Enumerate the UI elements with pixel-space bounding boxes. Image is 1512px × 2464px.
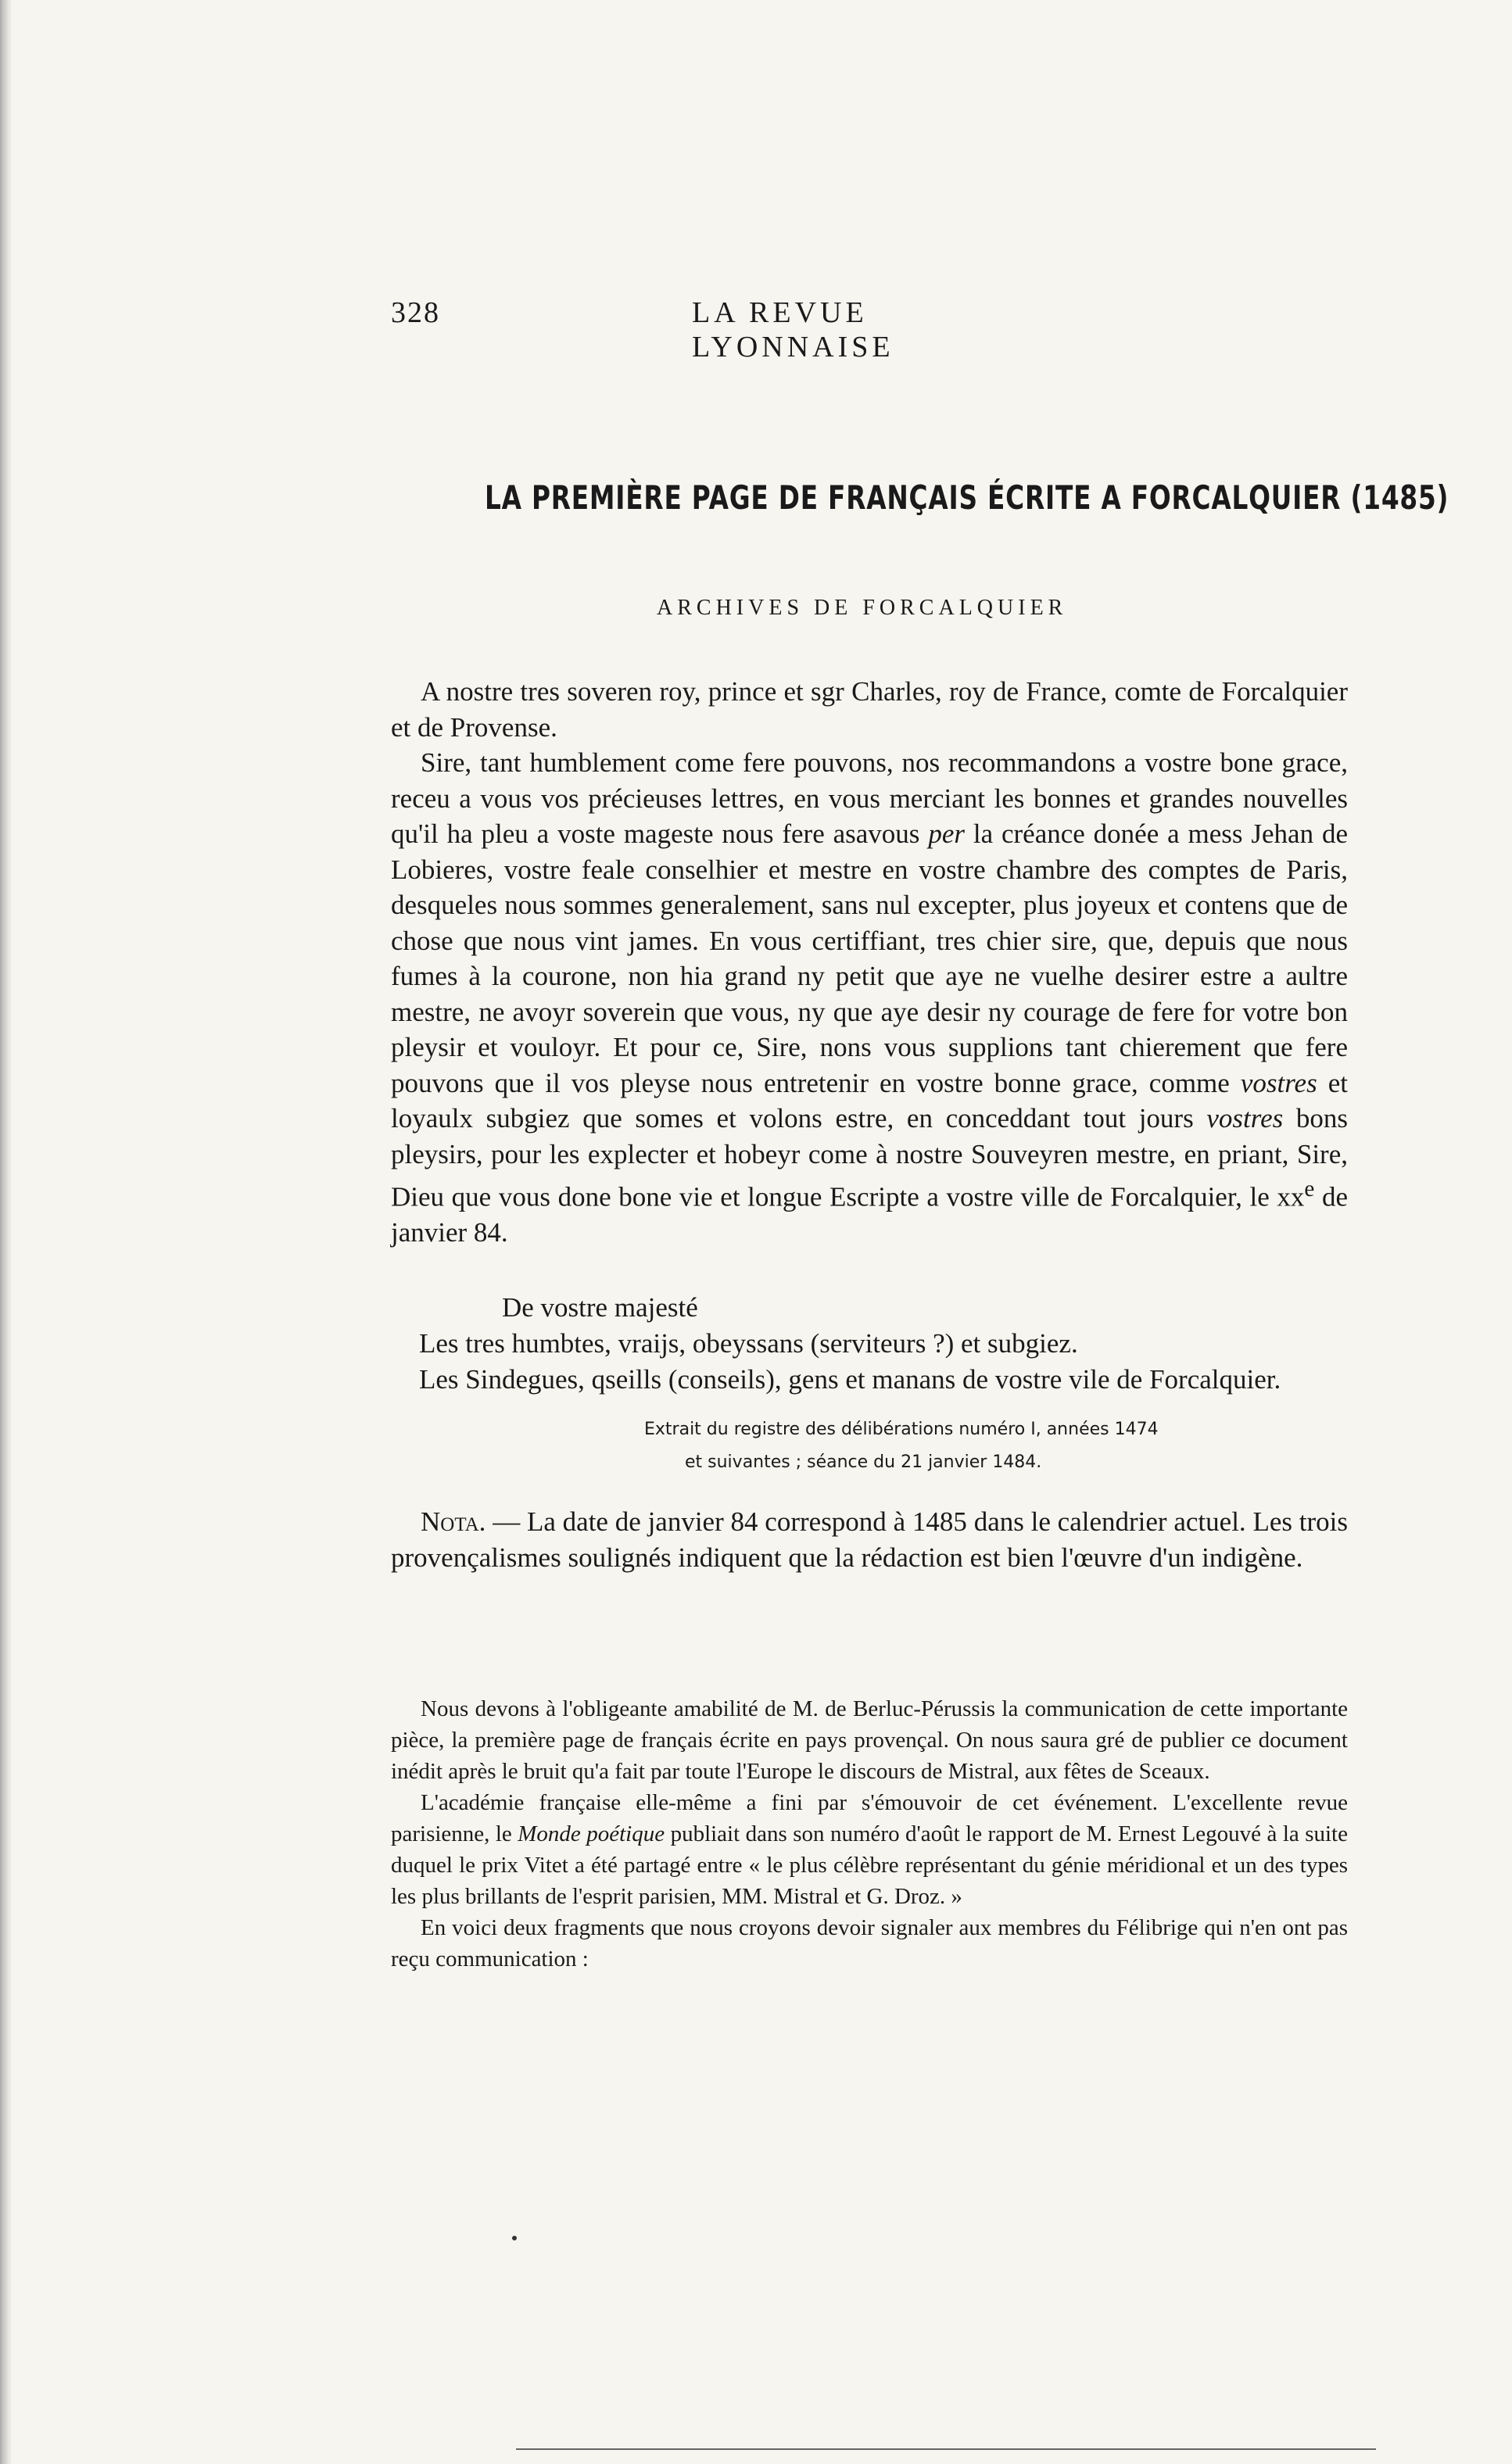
signature-line: Les tres humbtes, vraijs, obeyssans (serviteurs ?) et subgiez. [419,1328,1078,1359]
source-note [644,1413,1348,1479]
foreword-paragraph: En voici deux fragments que nous croyons devoir signaler aux membres du Félibrige qui n'en ont pas reçu communication : [391,1915,1348,1972]
letter-signature [419,1290,1357,1398]
signature-line: Les Sindegues, qseills (conseils), gens et manans de vostre vile de Forcalquier. [419,1364,1281,1395]
nota-note [391,1504,1348,1576]
page-number: 328 [391,296,440,329]
source-note-line: Extrait du registre des délibérations numéro I, années 1474 [644,1420,1159,1439]
emphasis-vostres-2: vostres [1206,1103,1284,1134]
bottom-rule [516,2448,1376,2450]
foreword [391,1693,1348,1975]
emphasis-monde-poetique: Monde poétique [518,1821,665,1846]
letter-paragraph: Sire, tant humblement come fere pouvons, nos recommandons a vostre bone grace, receu a vous vos précieuses lettres, en vous merciant les bonnes et grandes nouvelles qu'il ha pleu a voste mageste nous fere asavous per la créance donée a mess Jehan de Lobieres, vostre feale conselhier et mestre en vostre chambre des comptes de Paris, desqueles nous sommes generalement, sans nul excepter, plus joyeux et contens que de chose que nous vint james. En vous certiffiant, tres chier sire, que, depuis que nous fumes à la courone, non hia grand ny petit que aye ne vuelhe desirer estre a aultre mestre, ne avoyr soverein que vous, ny que aye desir ny courage de fere for votre bon pleysir et vouloyr. Et pour ce, Sire, nons vous supplions tant chierement que fere pouvons que il vos pleyse nous entretenir en vostre bonne grace, comme vostres et loyaulx subgiez que somes et volons estre, en conceddant tout jours vostres bons pleysirs, pour les explecter et hobeyr come à nostre Souveyren mestre, en priant, Sire, Dieu que vous done bone vie et longue Escripte a vostre ville de Forcalquier, le $xx^e$ de janvier 84. [391,747,1349,1248]
superscript-e: e [1304,1176,1315,1202]
ink-speck [512,2236,517,2240]
emphasis-per: per [928,818,965,849]
signature-line: De vostre majesté [502,1292,698,1323]
section-heading: ARCHIVES DE FORCALQUIER [657,596,1068,620]
source-note-line: et suivantes ; séance du 21 janvier 1484. [685,1452,1042,1472]
foreword-paragraph: Nous devons à l'obligeante amabilité de M. de Berluc-Pérussis la communication de cette importante pièce, la première page de français écrite en pays provençal. On nous saura gré de publier ce document inédit après le bruit qu'a fait par toute l'Europe le discours de Mistral, aux fêtes de Sceaux. [391,1696,1348,1784]
journal-title: LA REVUE LYONNAISE [692,296,894,364]
letter-address: A nostre tres soveren roy, prince et sgr Charles, roy de France, comte de Forcalquier et de Provense. [391,676,1348,743]
foreword-paragraph: L'académie française elle-même a fini par s'émouvoir de cet événement. L'excellente revue parisienne, le Monde poétique publiait dans son numéro d'août le rapport de M. Ernest Legouvé à la suite duquel le prix Vitet a été partagé entre « le plus célèbre représentant du génie méridional et un des types les plus brillants de l'esprit parisien, MM. Mistral et G. Droz. » [391,1790,1348,1909]
page-binding-edge [0,0,11,2464]
article-title: LA PREMIÈRE PAGE DE FRANÇAIS ÉCRITE A FORCALQUIER (1485) [485,478,1449,517]
letter-body [391,674,1348,1251]
emphasis-vostres-1: vostres [1240,1067,1317,1098]
nota-paragraph: Nota. — La date de janvier 84 correspond à 1485 dans le calendrier actuel. Les trois provençalismes soulignés indiquent que la rédaction est bien l'œuvre d'un indigène. [391,1506,1348,1573]
nota-label: Nota. [421,1506,486,1537]
